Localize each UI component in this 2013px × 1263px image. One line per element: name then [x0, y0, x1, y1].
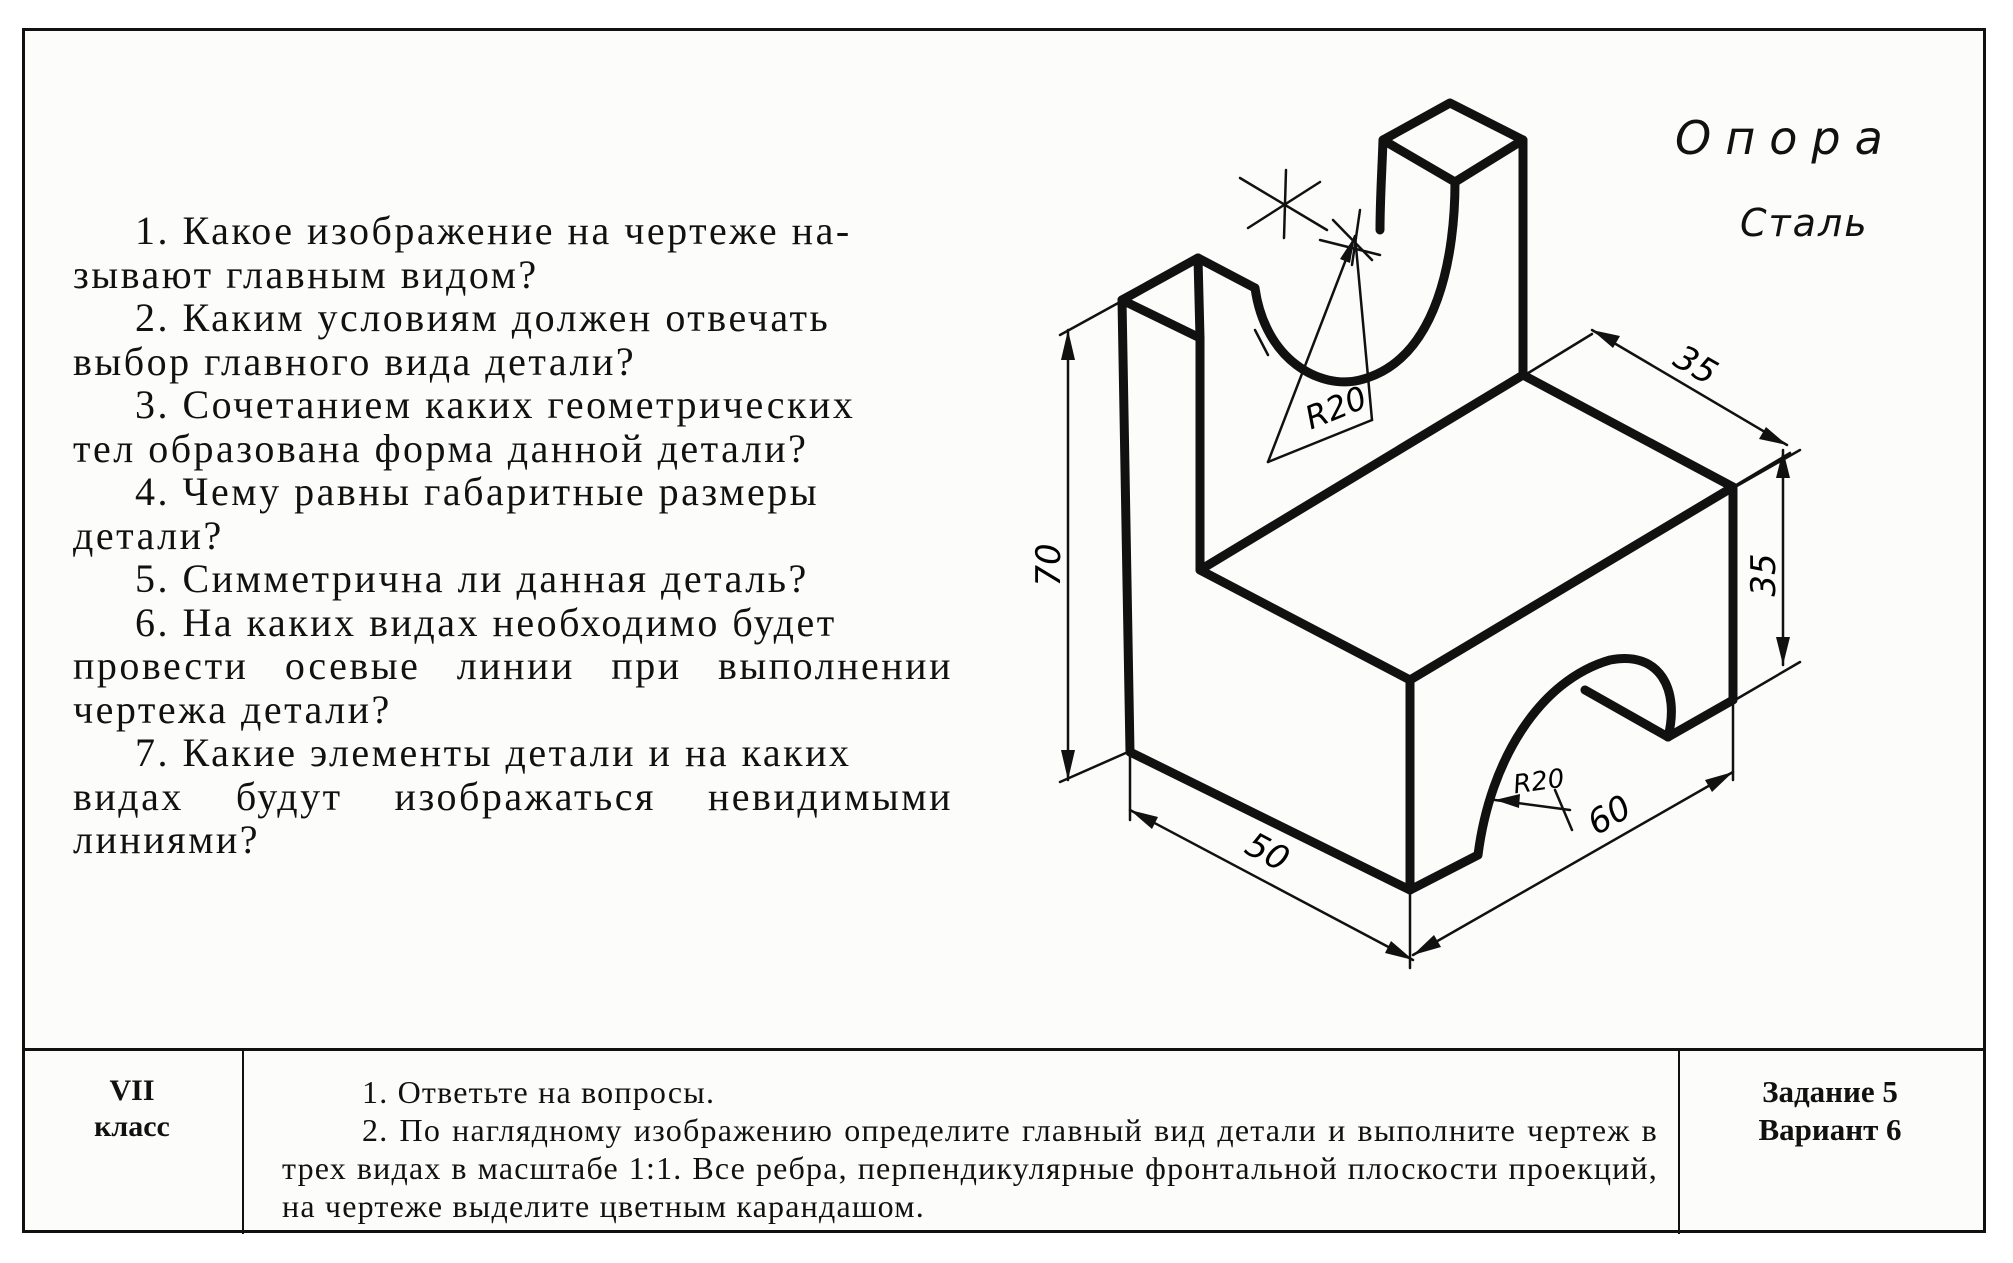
- question-item: 1. Какое изображение на чертеже на- зывают главным видом?: [73, 208, 852, 297]
- question-item: 2. Каким условиям должен отвечать выбор главного вида детали?: [73, 295, 831, 384]
- question-item: 7. Какие элементы детали и на каких видах будут изображаться невидимыми линиями?: [73, 730, 953, 862]
- part-outline: [1122, 103, 1733, 890]
- assignment-cell: Задание 5 Вариант 6: [1758, 1074, 1902, 1147]
- task-1: 1. Ответьте на вопросы.: [362, 1074, 716, 1110]
- shelf-top: [1200, 375, 1733, 680]
- arch-inner-edge: [1585, 690, 1668, 737]
- dimension-label: R20: [1511, 763, 1567, 801]
- right-upright-left-edge: [1380, 140, 1383, 230]
- question-list: [73, 209, 953, 862]
- dimension-label: R20: [1299, 378, 1373, 438]
- dimension-lines: [1060, 170, 1800, 968]
- question-item: 3. Сочетанием каких геометрических тел образована форма данной детали?: [73, 382, 856, 471]
- task-cell: [244, 1051, 1680, 1234]
- part-title: Опора: [1675, 111, 1897, 165]
- left-upright-inner: [1122, 300, 1200, 570]
- question-item: 6. На каких видах необходимо будет провести осевые линии при выполнении чертежа детали?: [73, 599, 953, 732]
- right-upright-top: [1383, 103, 1523, 182]
- dimension-label: 60: [1580, 787, 1639, 844]
- part-material: Сталь: [1740, 201, 1869, 245]
- task-2: 2. По наглядному изображению определите главный вид детали и выполните чертеж в трех видах в масштабе 1:1. Все ребра, перпендикулярные фронтальной плоскости проекций, на чертеже выделите цветным карандашом.: [282, 1112, 1658, 1224]
- footer-table: [22, 1048, 1986, 1234]
- grade-cell: VII класс: [22, 1051, 244, 1234]
- question-item: 4. Чему равны габаритные размеры детали?: [73, 469, 820, 558]
- dimension-label: 35: [1666, 337, 1725, 394]
- left-upright-front-edge: [1198, 258, 1200, 338]
- question-item: 5. Симметрична ли данная деталь?: [135, 556, 809, 601]
- dimension-label: 35: [1744, 553, 1784, 597]
- dimension-label: 50: [1238, 824, 1296, 881]
- isometric-drawing: [1000, 60, 1960, 1000]
- dimension-label: 70: [1029, 543, 1069, 587]
